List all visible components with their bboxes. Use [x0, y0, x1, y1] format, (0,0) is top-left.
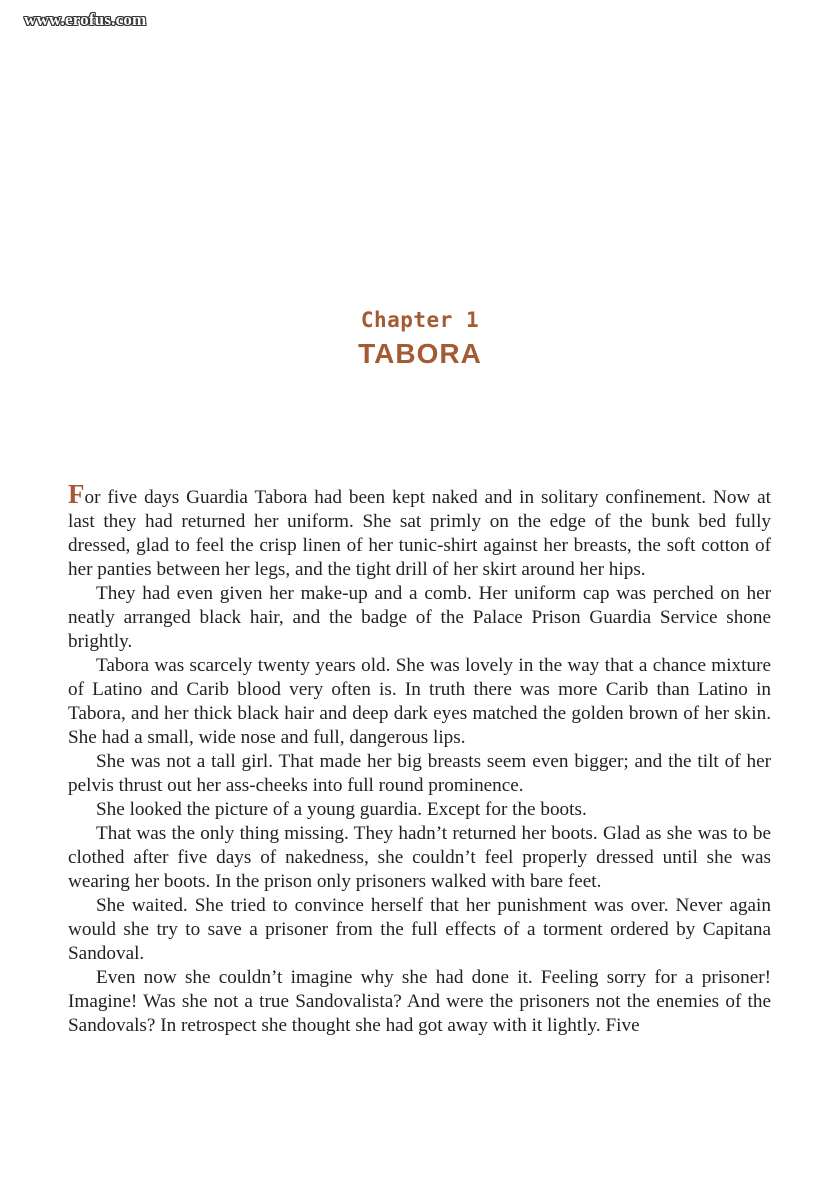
paragraph-4: She was not a tall girl. That made her big breasts seem even bigger; and the tilt of her pelvis thrust out her ass-cheeks into full round prominence. — [68, 751, 771, 796]
paragraph-1 — [68, 479, 771, 582]
chapter-title: TABORA — [358, 338, 482, 369]
paragraph-6: That was the only thing missing. They hadn’t returned her boots. Glad as she was to be clothed after five days of nakedness, she couldn’t feel properly dressed until she was wearing her boots. In the prison only prisoners walked with bare feet. — [68, 823, 771, 892]
paragraph-5: She looked the picture of a young guardia. Except for the boots. — [96, 799, 587, 820]
chapter-label: Chapter 1 — [360, 308, 480, 332]
paragraph-8: Even now she couldn’t imagine why she had done it. Feeling sorry for a prisoner! Imagine! Was she not a true Sandovalista? And were the prisoners not the enemies of the Sandovals? In retrospect she thought she had got away with it lightly. Five — [68, 967, 771, 1036]
chapter-body — [68, 479, 771, 1038]
site-watermark: www.erofus.com — [24, 10, 147, 29]
paragraph-3: Tabora was scarcely twenty years old. She was lovely in the way that a chance mixture of Latino and Carib blood very often is. In truth there was more Carib than Latino in Tabora, and her thick black hair and deep dark eyes matched the golden brown of her skin. She had a small, wide nose and full, dangerous lips. — [68, 655, 771, 748]
drop-initial: F — [68, 479, 85, 509]
paragraph-2: They had even given her make-up and a comb. Her uniform cap was perched on her neatly arranged black hair, and the badge of the Palace Prison Guardia Service shone brightly. — [68, 583, 771, 652]
paragraph-text: or five days Guardia Tabora had been kept naked and in solitary confinement. Now at last they had returned her uniform. She sat primly on the edge of the bunk bed fully dressed, glad to feel the crisp linen of her tunic-shirt against her breasts, the soft cotton of her panties between her legs, and the tight drill of her skirt around her hips. — [68, 487, 771, 580]
paragraph-7: She waited. She tried to convince herself that her punishment was over. Never again would she try to save a prisoner from the full effects of a torment ordered by Capitana Sandoval. — [68, 895, 771, 964]
